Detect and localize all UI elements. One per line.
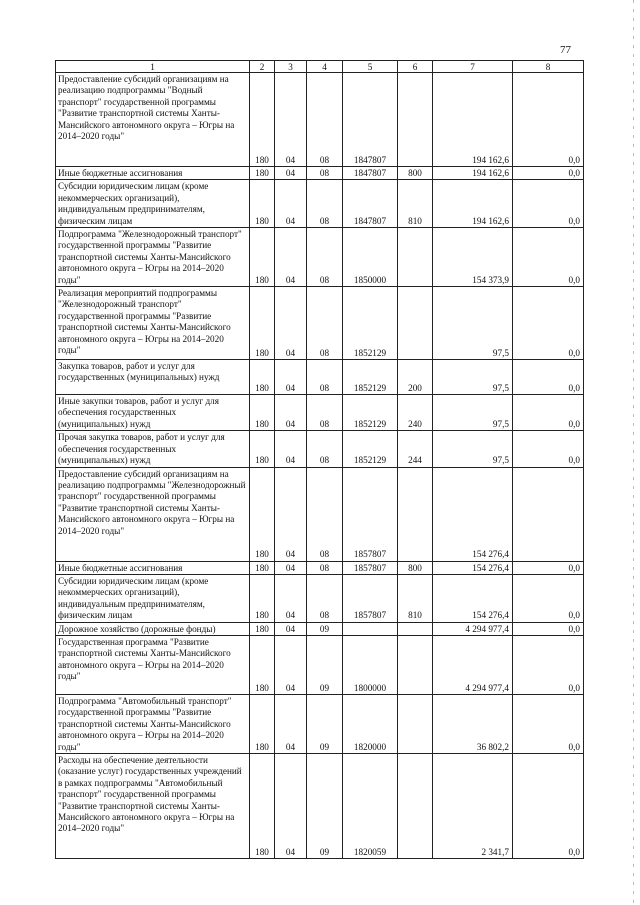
table-row	[56, 73, 584, 167]
table-row	[56, 753, 584, 858]
row-name-cell: Реализация мероприятий подпрограммы "Железнодорожный транспорт" государственной программы "Развитие транспортной системы Ханты-Мансийского автономного округа – Югры на 2014–2020 годы"	[56, 287, 250, 360]
subsection-code-cell: 08	[307, 228, 343, 287]
target-article-cell: 1847807	[343, 180, 398, 228]
expense-type-cell	[398, 467, 433, 561]
amount-cell: 194 162,6	[433, 180, 513, 228]
amount-cell: 2 341,7	[433, 753, 513, 858]
expense-type-cell	[398, 287, 433, 360]
scan-edge-line	[633, 0, 634, 905]
row-name-cell: Субсидии юридическим лицам (кроме некоммерческих организаций), индивидуальным предпринимателям, физическим лицам	[56, 574, 250, 622]
page-number: 77	[560, 44, 571, 56]
row-name-cell: Подпрограмма "Автомобильный транспорт" государственной программы "Развитие транспортной системы Ханты-Мансийского автономного округа – Югры на 2014–2020 годы"	[56, 694, 250, 753]
expense-type-cell	[398, 635, 433, 694]
target-article-cell: 1820059	[343, 753, 398, 858]
amount-2-cell: 0,0	[513, 360, 584, 395]
table-row	[56, 635, 584, 694]
column-header-5: 5	[343, 61, 398, 73]
subsection-code-cell: 08	[307, 561, 343, 574]
amount-cell: 154 276,4	[433, 467, 513, 561]
ministry-code-cell: 180	[250, 694, 275, 753]
section-code-cell: 04	[275, 467, 307, 561]
amount-2-cell: 0,0	[513, 431, 584, 467]
table-row	[56, 287, 584, 360]
amount-cell: 4 294 977,4	[433, 622, 513, 635]
target-article-cell: 1820000	[343, 694, 398, 753]
amount-2-cell: 0,0	[513, 167, 584, 180]
ministry-code-cell: 180	[250, 395, 275, 431]
column-header-6: 6	[398, 61, 433, 73]
section-code-cell: 04	[275, 73, 307, 167]
expense-type-cell	[398, 622, 433, 635]
expense-type-cell: 240	[398, 395, 433, 431]
subsection-code-cell: 09	[307, 753, 343, 858]
expense-type-cell: 810	[398, 574, 433, 622]
ministry-code-cell: 180	[250, 228, 275, 287]
amount-2-cell: 0,0	[513, 694, 584, 753]
section-code-cell: 04	[275, 622, 307, 635]
amount-2-cell: 0,0	[513, 561, 584, 574]
subsection-code-cell: 08	[307, 180, 343, 228]
expense-type-cell	[398, 753, 433, 858]
row-name-cell: Государственная программа "Развитие транспортной системы Ханты-Мансийского автономного округа – Югры на 2014–2020 годы"	[56, 635, 250, 694]
row-name-cell: Иные закупки товаров, работ и услуг для обеспечения государственных (муниципальных) нужд	[56, 395, 250, 431]
expense-type-cell	[398, 73, 433, 167]
amount-cell: 97,5	[433, 395, 513, 431]
row-name-cell: Предоставление субсидий организациям на реализацию подпрограммы "Водный транспорт" государственной программы "Развитие транспортной системы Ханты-Мансийского автономного округа – Югры на 2014–2020 годы"	[56, 73, 250, 167]
subsection-code-cell: 09	[307, 635, 343, 694]
ministry-code-cell: 180	[250, 73, 275, 167]
subsection-code-cell: 09	[307, 622, 343, 635]
row-name-cell: Дорожное хозяйство (дорожные фонды)	[56, 622, 250, 635]
section-code-cell: 04	[275, 167, 307, 180]
expense-type-cell	[398, 228, 433, 287]
table-row	[56, 431, 584, 467]
amount-2-cell: 0,0	[513, 574, 584, 622]
table-row	[56, 694, 584, 753]
table-header-row	[56, 61, 584, 73]
subsection-code-cell: 08	[307, 73, 343, 167]
table-row	[56, 360, 584, 395]
target-article-cell: 1847807	[343, 73, 398, 167]
section-code-cell: 04	[275, 395, 307, 431]
table-row	[56, 561, 584, 574]
amount-2-cell: 0,0	[513, 180, 584, 228]
subsection-code-cell: 08	[307, 360, 343, 395]
subsection-code-cell: 08	[307, 431, 343, 467]
section-code-cell: 04	[275, 694, 307, 753]
ministry-code-cell: 180	[250, 574, 275, 622]
amount-2-cell: 0,0	[513, 287, 584, 360]
table-row	[56, 228, 584, 287]
column-header-8: 8	[513, 61, 584, 73]
amount-cell: 194 162,6	[433, 167, 513, 180]
row-name-cell: Подпрограмма "Железнодорожный транспорт" государственной программы "Развитие транспортной системы Ханты-Мансийского автономного округа – Югры на 2014–2020 годы"	[56, 228, 250, 287]
ministry-code-cell: 180	[250, 167, 275, 180]
amount-2-cell: 0,0	[513, 73, 584, 167]
ministry-code-cell: 180	[250, 635, 275, 694]
amount-cell: 154 276,4	[433, 574, 513, 622]
column-header-7: 7	[433, 61, 513, 73]
subsection-code-cell: 08	[307, 467, 343, 561]
target-article-cell: 1857807	[343, 467, 398, 561]
amount-cell: 194 162,6	[433, 73, 513, 167]
section-code-cell: 04	[275, 228, 307, 287]
target-article-cell	[343, 622, 398, 635]
table-row	[56, 395, 584, 431]
ministry-code-cell: 180	[250, 431, 275, 467]
subsection-code-cell: 08	[307, 167, 343, 180]
table-row	[56, 467, 584, 561]
budget-table	[55, 60, 584, 859]
subsection-code-cell: 08	[307, 395, 343, 431]
expense-type-cell	[398, 694, 433, 753]
section-code-cell: 04	[275, 180, 307, 228]
amount-2-cell	[513, 467, 584, 561]
row-name-cell: Прочая закупка товаров, работ и услуг для обеспечения государственных (муниципальных) нужд	[56, 431, 250, 467]
subsection-code-cell: 08	[307, 574, 343, 622]
section-code-cell: 04	[275, 287, 307, 360]
amount-cell: 4 294 977,4	[433, 635, 513, 694]
expense-type-cell: 810	[398, 180, 433, 228]
ministry-code-cell: 180	[250, 287, 275, 360]
table-row	[56, 167, 584, 180]
row-name-cell: Расходы на обеспечение деятельности (оказание услуг) государственных учреждений в рамках подпрограммы "Автомобильный транспорт" государственной программы "Развитие транспортной системы Ханты-Мансийского автономного округа – Югры на 2014–2020 годы"	[56, 753, 250, 858]
amount-cell: 97,5	[433, 360, 513, 395]
amount-2-cell: 0,0	[513, 228, 584, 287]
expense-type-cell: 800	[398, 167, 433, 180]
table-row	[56, 180, 584, 228]
expense-type-cell: 800	[398, 561, 433, 574]
target-article-cell: 1852129	[343, 395, 398, 431]
amount-2-cell: 0,0	[513, 395, 584, 431]
ministry-code-cell: 180	[250, 467, 275, 561]
amount-2-cell: 0,0	[513, 753, 584, 858]
target-article-cell: 1850000	[343, 228, 398, 287]
section-code-cell: 04	[275, 635, 307, 694]
target-article-cell: 1800000	[343, 635, 398, 694]
section-code-cell: 04	[275, 561, 307, 574]
amount-cell: 97,5	[433, 431, 513, 467]
ministry-code-cell: 180	[250, 622, 275, 635]
row-name-cell: Предоставление субсидий организациям на реализацию подпрограммы "Железнодорожный транспорт" государственной программы "Развитие транспортной системы Ханты-Мансийского автономного округа – Югры на 2014–2020 годы"	[56, 467, 250, 561]
subsection-code-cell: 09	[307, 694, 343, 753]
section-code-cell: 04	[275, 753, 307, 858]
ministry-code-cell: 180	[250, 360, 275, 395]
column-header-1: 1	[56, 61, 250, 73]
amount-cell: 97,5	[433, 287, 513, 360]
expense-type-cell: 200	[398, 360, 433, 395]
amount-cell: 154 276,4	[433, 561, 513, 574]
target-article-cell: 1852129	[343, 360, 398, 395]
row-name-cell: Иные бюджетные ассигнования	[56, 167, 250, 180]
target-article-cell: 1857807	[343, 574, 398, 622]
column-header-4: 4	[307, 61, 343, 73]
ministry-code-cell: 180	[250, 753, 275, 858]
target-article-cell: 1847807	[343, 167, 398, 180]
table-body	[56, 73, 584, 859]
section-code-cell: 04	[275, 360, 307, 395]
target-article-cell: 1852129	[343, 431, 398, 467]
expense-type-cell: 244	[398, 431, 433, 467]
row-name-cell: Иные бюджетные ассигнования	[56, 561, 250, 574]
amount-2-cell: 0,0	[513, 622, 584, 635]
section-code-cell: 04	[275, 574, 307, 622]
section-code-cell: 04	[275, 431, 307, 467]
column-header-2: 2	[250, 61, 275, 73]
target-article-cell: 1852129	[343, 287, 398, 360]
subsection-code-cell: 08	[307, 287, 343, 360]
column-header-3: 3	[275, 61, 307, 73]
table-row	[56, 622, 584, 635]
ministry-code-cell: 180	[250, 561, 275, 574]
amount-cell: 154 373,9	[433, 228, 513, 287]
amount-2-cell: 0,0	[513, 635, 584, 694]
row-name-cell: Субсидии юридическим лицам (кроме некоммерческих организаций), индивидуальным предпринимателям, физическим лицам	[56, 180, 250, 228]
ministry-code-cell: 180	[250, 180, 275, 228]
target-article-cell: 1857807	[343, 561, 398, 574]
row-name-cell: Закупка товаров, работ и услуг для государственных (муниципальных) нужд	[56, 360, 250, 395]
amount-cell: 36 802,2	[433, 694, 513, 753]
table-row	[56, 574, 584, 622]
